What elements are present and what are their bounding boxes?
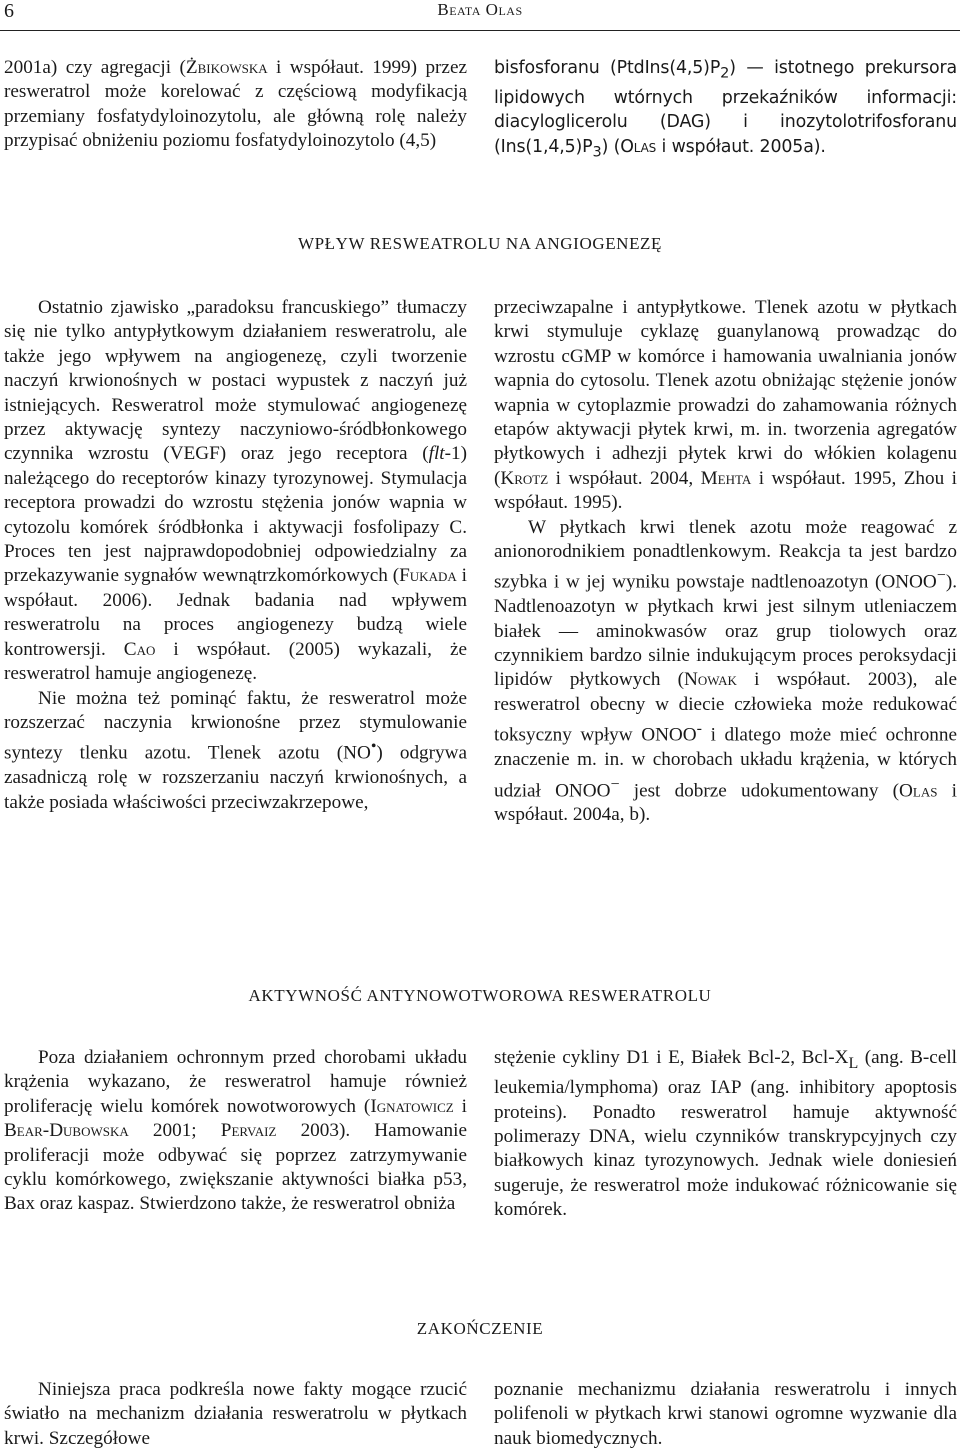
antitumor-right-column: [494, 1046, 957, 1223]
antitumor-paragraph-2: stężenie cykliny D1 i E, Białek Bcl-2, Bcl-$X_L$ (ang. B-cell leukemia/lymphoma) oraz IAP (ang. inhibitory apoptosis proteins). Ponadto resweratrol hamuje aktywność polimerazy DNA, wielu czynników transkrypcyjnych czy białkowych kinaz tyrozynowych. Jednak wiele doniesień sugeruje, że resweratrol może indukować różnicowanie się komórek.: [494, 1047, 957, 1221]
antitumor-paragraph-1: Poza działaniem ochronnym przed chorobami układu krążenia wykazano, że resweratrol hamuje również proliferację wielu komórek nowotworowych (Ignatowicz i Bear-Dubowska 2001; Pervaiz 2003). Hamowanie proliferacji może odbywać się poprzez zatrzymywanie cyklu komórkowego, zwiększanie aktywności białka p53, Bax oraz kaspaz. Stwierdzono także, że resweratrol obniża: [4, 1047, 467, 1215]
top-left-paragraph: 2001a) czy agregacji (Żbikowska i współaut. 1999) przez resweratrol może korelować z częściową modyfikacją przemiany fosfatydyloinozytolu, ale główną rolę należy przypisać obniżeniu poziomu fosfatydyloinozytolo (4,5): [4, 57, 467, 152]
angio-right-column: [494, 296, 957, 828]
angio-paragraph-3: przeciwzapalne i antypłytkowe. Tlenek azotu w płytkach krwi stymuluje cyklazę guanylanową prowadząc do wzrostu cGMP w komórce i hamowania uwalniania jonów wapnia do cytosolu. Tlenek azotu obniżając stężenie jonów wapnia w cytoplazmie prowadzi do zahamowania różnych etapów aktywacji płytek krwi, m. in. tworzenia agregatów płytkowych i adhezji płytek krwi do włókien kolagenu (Krotz i współaut. 2004, Mehta i współaut. 1995, Zhou i współaut. 1995).: [494, 297, 957, 514]
citation: Żbikowska: [185, 57, 268, 78]
citation: Olas: [620, 136, 657, 157]
running-author: Beata Olas: [437, 0, 523, 19]
citation: Fukada: [399, 565, 457, 587]
conclusion-paragraph-2: poznanie mechanizmu działania resweratrolu i innych polifenoli w płytkach krwi stanowi ogromne wyzwanie dla nauk biomedycznych.: [494, 1379, 957, 1449]
conclusion-left-column: [4, 1378, 467, 1451]
running-head: [0, 0, 960, 30]
top-right-column: [494, 56, 957, 165]
citation: Nowak: [684, 669, 737, 691]
section-heading-conclusion: ZAKOŃCZENIE: [416, 1319, 544, 1338]
citation: Mehta: [700, 467, 752, 489]
header-rule: [0, 30, 960, 31]
angio-paragraph-4: W płytkach krwi tlenek azotu może reagować z anionorodnikiem ponadtlenkowym. Reakcja ta jest bardzo szybka i w jej wyniku powstaje nadtlenoazotyn (ONOO−). Nadtlenoazotyn w płytkach krwi jest silnym utleniaczem białek — aminokwasów oraz grup tiolowych oraz czynnikiem bardzo silnie indukującym proces peroksydacji lipidów płytkowych (Nowak i współaut. 2003), ale resweratrol obecny w diecie człowieka może redukować toksyczny wpływ ONOO- i dlatego może mieć ochronne znaczenie m. in. w chorobach układu krążenia, w których udział ONOO− jest dobrze udokumentowany (Olas i współaut. 2004a, b).: [494, 516, 957, 826]
citation: Pervaiz: [220, 1120, 277, 1142]
citation: Bear-Dubowska: [4, 1120, 129, 1142]
page-number: 6: [4, 0, 14, 22]
top-right-paragraph: bisfosforanu $(PtdIns(4,5)P_2)$ — istotnego prekursora lipidowych wtórnych przekaźników informacji: diacyloglicerolu (DAG) i inozytolotrifosforanu $(Ins(1,4,5)P_3)$ (Olas i współaut. 2005a).: [494, 58, 957, 161]
angio-paragraph-2: Nie można też pominąć faktu, że resweratrol może rozszerzać naczynia krwionośne przez stymulowanie syntezy tlenku azotu. Tlenek azotu (NO•) odgrywa zasadniczą rolę w rozszerzaniu naczyń krwionośnych, a także posiada właściwości przeciwzakrzepowe,: [4, 687, 468, 813]
citation: Cao: [123, 638, 156, 660]
section-heading-antitumor: AKTYWNOŚĆ ANTYNOWOTWOROWA RESWERATROLU: [248, 986, 712, 1005]
conclusion-right-column: [494, 1378, 957, 1451]
conclusion-paragraph-1: Niniejsza praca podkreśla nowe fakty mogące rzucić światło na mechanizm działania resweratrolu w płytkach krwi. Szczegółowe: [4, 1379, 467, 1449]
angio-paragraph-1: Ostatnio zjawisko „paradoksu francuskiego” tłumaczy się nie tylko antypłytkowym działaniem resweratrolu, ale także jego wpływem na angiogenezę, czyli tworzenie naczyń krwionośnych w postaci wypustek z naczyń już istniejących. Resweratrol może stymulować angiogenezę przez aktywację syntezy naczyniowo-śródbłonkowego czynnika wzrostu (VEGF) oraz jego receptora (flt-1) należącego do receptorów kinazy tyrozynowej. Stymulacja receptora prowadzi do wzrostu stężenia jonów wapnia w cytozolu komórek śródbłonka i aktywacji fosfolipazy C. Proces ten jest najprawdopodobniej odpowiedzialny za przekazywanie sygnałów wewnątrzkomórkowych (Fukada i współaut. 2006). Jednak badania nad wpływem resweratrolu na proces angiogenezy budzą wiele kontrowersji. Cao i współaut. (2005) wykazali, że resweratrol hamuje angiogenezę.: [4, 297, 467, 685]
citation: Olas: [899, 779, 938, 801]
antitumor-left-column: [4, 1046, 467, 1217]
angio-left-column: [4, 296, 467, 815]
citation: Ignatowicz: [370, 1095, 454, 1117]
citation: Krotz: [500, 467, 549, 489]
top-left-column: [4, 56, 467, 154]
section-heading-angiogenesis: WPŁYW RESWEATROLU NA ANGIOGENEZĘ: [297, 234, 663, 253]
